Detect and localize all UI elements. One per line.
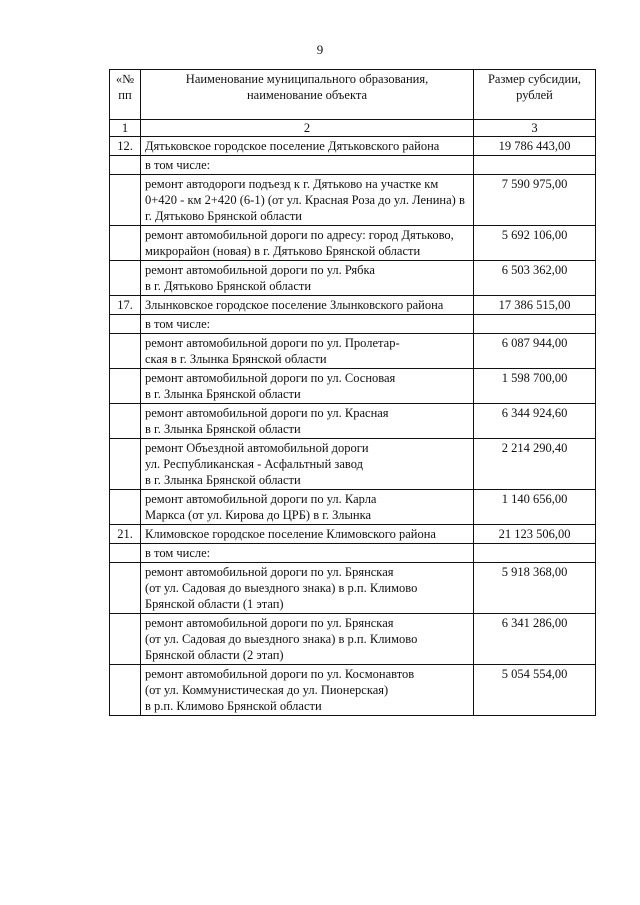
empty-cell bbox=[110, 544, 141, 563]
municipality-name: Климовское городское поселение Климовского района bbox=[141, 525, 474, 544]
municipality-row bbox=[110, 525, 596, 544]
object-amount: 2 214 290,40 bbox=[474, 439, 596, 490]
municipality-row bbox=[110, 296, 596, 315]
object-amount: 5 054 554,00 bbox=[474, 665, 596, 716]
object-row bbox=[110, 226, 596, 261]
empty-cell bbox=[110, 490, 141, 525]
page-number: 9 bbox=[316, 42, 324, 57]
header-name: Наименование муниципального образования, наименование объекта bbox=[141, 70, 474, 120]
object-name: ремонт автомобильной дороги по ул. Пролетар- ская в г. Злынка Брянской области bbox=[141, 334, 474, 369]
object-amount: 5 692 106,00 bbox=[474, 226, 596, 261]
including-label: в том числе: bbox=[141, 544, 474, 563]
municipality-row bbox=[110, 137, 596, 156]
object-amount: 1 598 700,00 bbox=[474, 369, 596, 404]
empty-cell bbox=[110, 315, 141, 334]
object-row bbox=[110, 490, 596, 525]
object-amount: 5 918 368,00 bbox=[474, 563, 596, 614]
object-amount: 6 087 944,00 bbox=[474, 334, 596, 369]
object-row bbox=[110, 563, 596, 614]
empty-cell bbox=[474, 156, 596, 175]
object-amount: 7 590 975,00 bbox=[474, 175, 596, 226]
row-number: 17. bbox=[110, 296, 141, 315]
subsidy-table bbox=[109, 69, 596, 716]
object-name: ремонт автомобильной дороги по ул. Брянская (от ул. Садовая до выездного знака) в р.п. Климово Брянской области (1 этап) bbox=[141, 563, 474, 614]
object-name: ремонт автомобильной дороги по ул. Красная в г. Злынка Брянской области bbox=[141, 404, 474, 439]
object-amount: 6 503 362,00 bbox=[474, 261, 596, 296]
index-cell: 2 bbox=[141, 120, 474, 137]
object-row bbox=[110, 261, 596, 296]
empty-cell bbox=[110, 563, 141, 614]
header-row bbox=[110, 70, 596, 120]
empty-cell bbox=[110, 334, 141, 369]
including-label: в том числе: bbox=[141, 156, 474, 175]
municipality-name: Дятьковское городское поселение Дятьковского района bbox=[141, 137, 474, 156]
object-name: ремонт Объездной автомобильной дороги ул. Республиканская - Асфальтный завод в г. Злынка Брянской области bbox=[141, 439, 474, 490]
object-row bbox=[110, 175, 596, 226]
empty-cell bbox=[110, 614, 141, 665]
header-amount: Размер субсидии, рублей bbox=[474, 70, 596, 120]
municipality-name: Злынковское городское поселение Злынковского района bbox=[141, 296, 474, 315]
subsidy-amount: 17 386 515,00 bbox=[474, 296, 596, 315]
object-amount: 6 344 924,60 bbox=[474, 404, 596, 439]
subsidy-amount: 21 123 506,00 bbox=[474, 525, 596, 544]
object-amount: 1 140 656,00 bbox=[474, 490, 596, 525]
empty-cell bbox=[110, 175, 141, 226]
including-row bbox=[110, 315, 596, 334]
object-name: ремонт автомобильной дороги по ул. Рябка в г. Дятьково Брянской области bbox=[141, 261, 474, 296]
empty-cell bbox=[110, 226, 141, 261]
object-amount: 6 341 286,00 bbox=[474, 614, 596, 665]
object-row bbox=[110, 334, 596, 369]
empty-cell bbox=[110, 404, 141, 439]
including-label: в том числе: bbox=[141, 315, 474, 334]
index-cell: 1 bbox=[110, 120, 141, 137]
empty-cell bbox=[110, 156, 141, 175]
empty-cell bbox=[474, 315, 596, 334]
object-name: ремонт автомобильной дороги по ул. Космонавтов (от ул. Коммунистическая до ул. Пионерская) в р.п. Климово Брянской области bbox=[141, 665, 474, 716]
object-row bbox=[110, 439, 596, 490]
subsidy-amount: 19 786 443,00 bbox=[474, 137, 596, 156]
object-name: ремонт автодороги подъезд к г. Дятьково на участке км 0+420 - км 2+420 (6-1) (от ул. Красная Роза до ул. Ленина) в г. Дятьково Брянской области bbox=[141, 175, 474, 226]
index-row bbox=[110, 120, 596, 137]
object-row bbox=[110, 369, 596, 404]
object-row bbox=[110, 614, 596, 665]
index-cell: 3 bbox=[474, 120, 596, 137]
empty-cell bbox=[110, 439, 141, 490]
object-row bbox=[110, 665, 596, 716]
empty-cell bbox=[110, 665, 141, 716]
object-name: ремонт автомобильной дороги по адресу: город Дятьково, микрорайон (новая) в г. Дятьково Брянской области bbox=[141, 226, 474, 261]
including-row bbox=[110, 544, 596, 563]
object-name: ремонт автомобильной дороги по ул. Карла Маркса (от ул. Кирова до ЦРБ) в г. Злынка bbox=[141, 490, 474, 525]
object-row bbox=[110, 404, 596, 439]
including-row bbox=[110, 156, 596, 175]
row-number: 12. bbox=[110, 137, 141, 156]
empty-cell bbox=[110, 369, 141, 404]
table-body bbox=[110, 137, 596, 716]
empty-cell bbox=[110, 261, 141, 296]
empty-cell bbox=[474, 544, 596, 563]
object-name: ремонт автомобильной дороги по ул. Сосновая в г. Злынка Брянской области bbox=[141, 369, 474, 404]
row-number: 21. bbox=[110, 525, 141, 544]
header-number: «№ пп bbox=[110, 70, 141, 120]
object-name: ремонт автомобильной дороги по ул. Брянская (от ул. Садовая до выездного знака) в р.п. Климово Брянской области (2 этап) bbox=[141, 614, 474, 665]
